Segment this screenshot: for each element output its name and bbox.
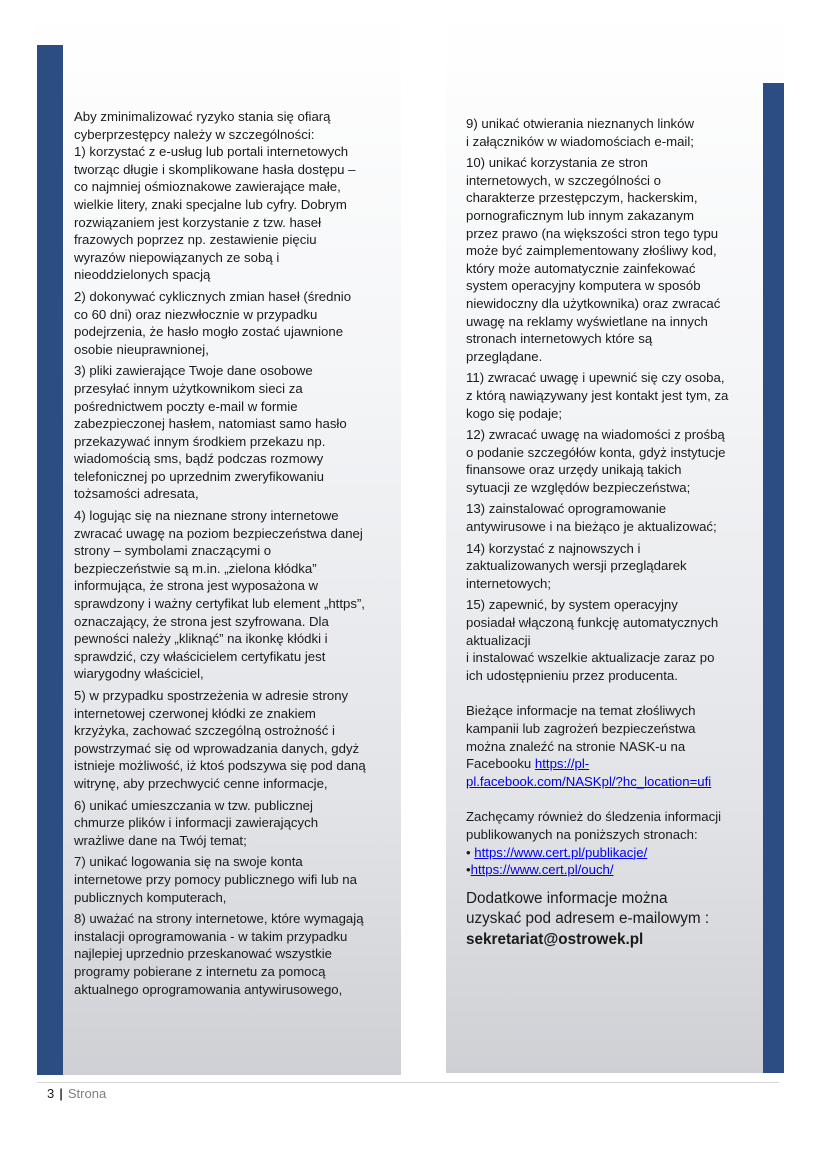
contact-email: sekretariat@ostrowek.pl bbox=[466, 930, 644, 948]
item-3: 3) pliki zawierające Twoje dane osobowe przesyłać innym użytkownikom sieci za pośrednictwem poczty e-mail w formie zabezpieczonej hasłem, natomiast samo hasło przekazywać innym środkiem przekazu np. wiadomością sms, bądź podczas rozmowy telefonicznej po uprzednim zweryfikowaniu tożsamości adresata, bbox=[74, 363, 347, 502]
encourage-text: Zachęcamy również do śledzenia informacji publikowanych na poniższych stronach: bbox=[466, 809, 722, 842]
item-8: 8) uważać na strony internetowe, które wymagają instalacji oprogramowania - w takim przypadku najlepiej uprzednio przeskanować wszystkie programy pobierane z internetu za pomocą aktualnego oprogramowania antywirusowego, bbox=[74, 911, 364, 997]
page-number: 3 bbox=[47, 1086, 55, 1101]
cert-ouch-link[interactable]: https://www.cert.pl/ouch/ bbox=[470, 862, 614, 878]
bullet-1: • https://www.cert.pl/publikacje/ bbox=[466, 844, 648, 860]
footer-separator: | bbox=[59, 1086, 63, 1101]
bullet-2: •https://www.cert.pl/ouch/ bbox=[466, 862, 614, 878]
item-9: 9) unikać otwierania nieznanych linków i załączników w wiadomościach e-mail; bbox=[466, 116, 694, 149]
nask-info-text: Bieżące informacje na temat złośliwych kampanii lub zagrożeń bezpieczeństwa można znaleźć na stronie NASK-u na Facebooku bbox=[466, 703, 696, 772]
item-11: 11) zwracać uwagę i upewnić się czy osoba, z którą nawiązywany jest kontakt jest tym, za kogo się podaje; bbox=[466, 370, 729, 421]
page-footer bbox=[47, 1086, 106, 1101]
item-6: 6) unikać umieszczania w tzw. publicznej chmurze plików i informacji zawierających wrażliwe dane na Twój temat; bbox=[74, 797, 319, 848]
item-13: 13) zainstalować oprogramowanie antywirusowe i na bieżąco je aktualizować; bbox=[466, 501, 717, 535]
cert-publikacje-link[interactable]: https://www.cert.pl/publikacje/ bbox=[474, 844, 648, 860]
page-label: Strona bbox=[67, 1086, 107, 1101]
contact-text: Dodatkowe informacje można uzyskać pod adresem e-mailowym : bbox=[466, 889, 710, 928]
item-2: 2) dokonywać cyklicznych zmian haseł (średnio co 60 dni) oraz niezwłocznie w przypadku podejrzenia, że hasło mogło zostać ujawnione osobie nieuprawnionej, bbox=[74, 288, 352, 357]
left-column bbox=[74, 108, 392, 1002]
nask-facebook-link[interactable]: https://pl- pl.facebook.com/NASKpl/?hc_location=ufi bbox=[466, 756, 712, 789]
item-12: 12) zwracać uwagę na wiadomości z prośbą o podanie szczegółów konta, gdyż instytucje finansowe oraz urzędy unikają takich sytuacji ze względów bezpieczeństwa; bbox=[466, 427, 726, 495]
encourage-info bbox=[466, 808, 764, 878]
item-7: 7) unikać logowania się na swoje konta internetowe przy pomocy publicznego wifi lub na publicznych komputerach, bbox=[74, 854, 357, 905]
right-column bbox=[466, 115, 764, 950]
contact-info bbox=[466, 889, 764, 951]
item-4: 4) logując się na nieznane strony internetowe zwracać uwagę na poziom bezpieczeństwa danej strony – symbolami znaczącymi o bezpieczeństwie są m.in. „zielona kłódka” informująca, że strona jest wyposażona w sprawdzony i ważny certyfikat lub element „https”, oznaczający, że strona jest szyfrowana. Dla pewności należy „kliknąć” na ikonkę kłódki i sprawdzić, czy właścicielem certyfikatu jest wiarygodny właściciel, bbox=[74, 508, 365, 682]
item-5: 5) w przypadku spostrzeżenia w adresie strony internetowej czerwonej kłódki ze znakiem krzyżyka, zachować szczególną ostrożność i powstrzymać się od wprowadzania danych, gdyż istnieje możliwość, iż ktoś podszywa się pod daną witrynę, aby przechwycić cenne informacje, bbox=[74, 688, 366, 791]
item-10: 10) unikać korzystania ze stron internetowych, w szczególności o charakterze przestępczym, hackerskim, pornograficznym lub innym zakazanym przez prawo (na większości stron tego typu może być zaimplementowany złośliwy kod, który może automatycznie zainfekować system operacyjny komputera w sposób niewidoczny dla użytkownika) oraz zwracać uwagę na reklamy wyświetlane na innych stronach internetowych które są przeglądane. bbox=[466, 155, 721, 364]
intro-and-item-1: Aby zminimalizować ryzyko stania się ofiarą cyberprzestępcy należy w szczególności: 1) korzystać z e-usług lub portali internetowych tworząc długie i skomplikowane hasła dostępu – co najmniej ośmioznakowe zawierające małe, wielkie litery, znaki specjalne lub cyfry. Dobrym rozwiązaniem jest korzystanie z tzw. haseł frazowych poprzez np. zestawienie pięciu wyrazów niepowiązanych ze sobą i nieoddzielonych spacją bbox=[74, 109, 356, 283]
footer-divider bbox=[37, 1082, 779, 1083]
right-accent-bar bbox=[763, 83, 784, 1073]
nask-info bbox=[466, 702, 764, 790]
item-15: 15) zapewnić, by system operacyjny posiadał włączoną funkcję automatycznych aktualizacji i instalować wszelkie aktualizacje zaraz po ich udostępnieniu przez producenta. bbox=[466, 597, 719, 683]
item-14: 14) korzystać z najnowszych i zaktualizowanych wersji przeglądarek internetowych; bbox=[466, 540, 687, 591]
left-accent-bar bbox=[37, 45, 63, 1075]
